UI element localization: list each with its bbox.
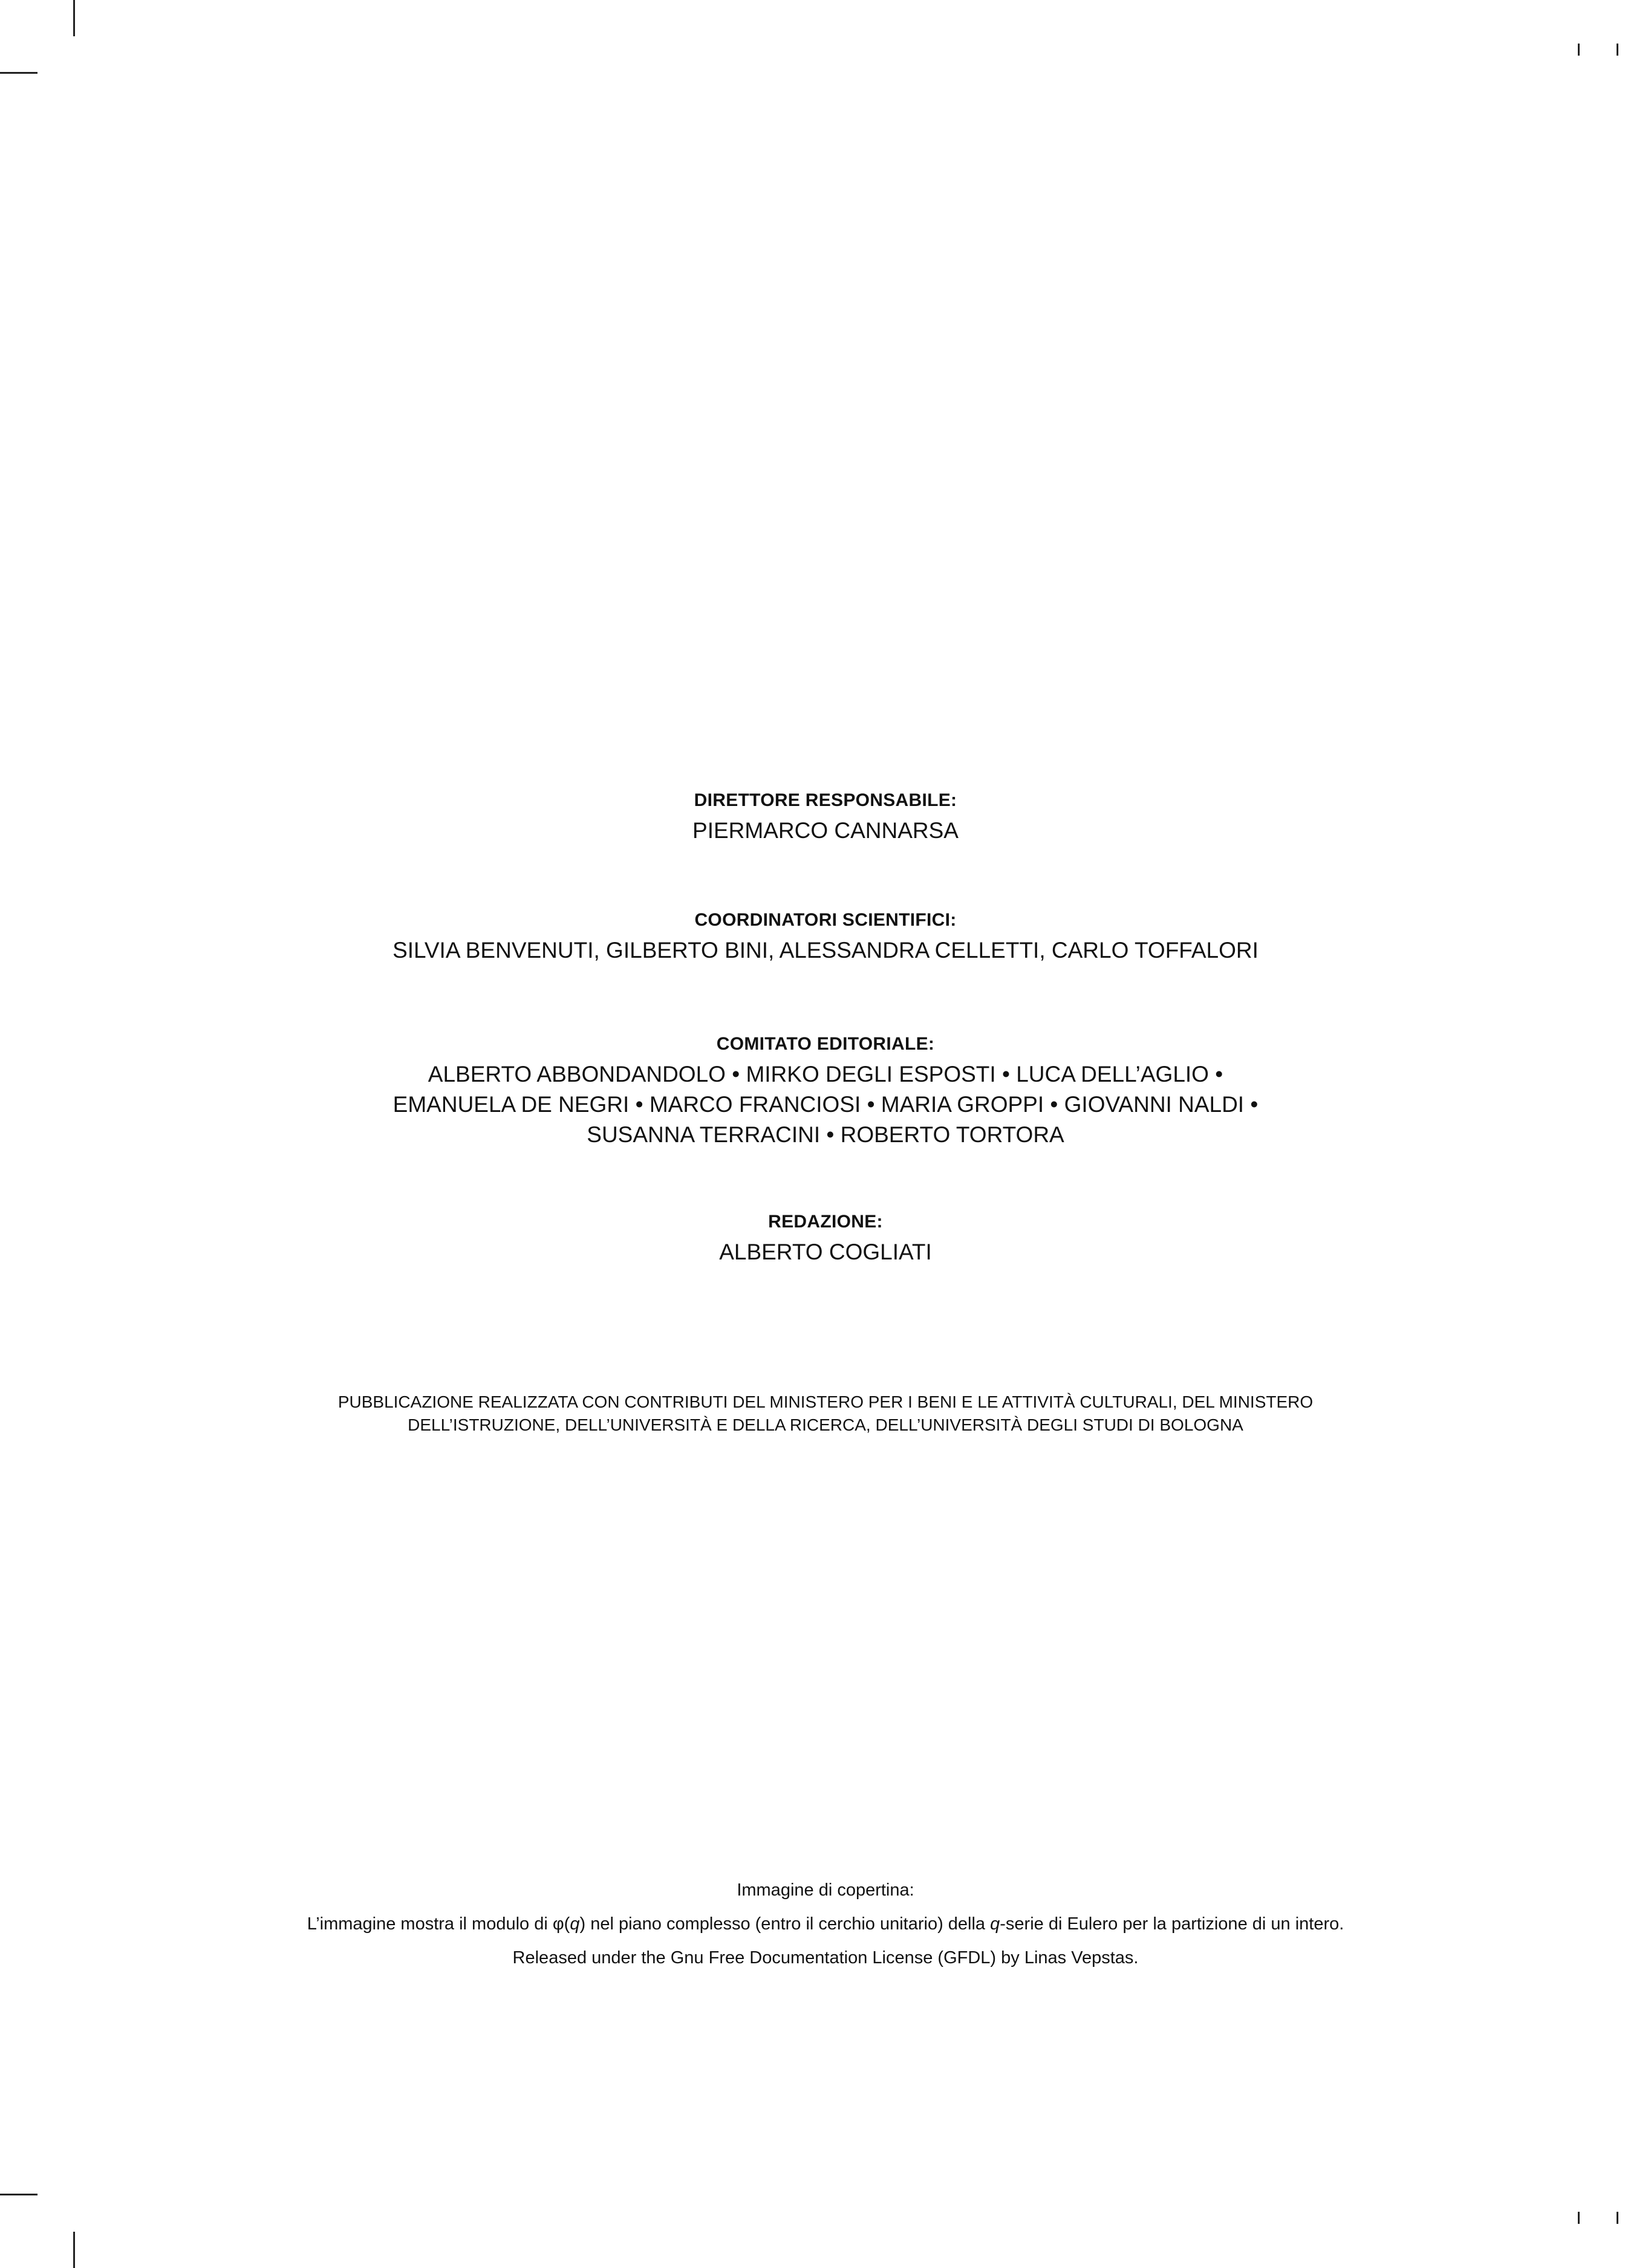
paren-close: ) xyxy=(579,1914,586,1934)
section-coordinatori xyxy=(0,908,1651,966)
section-heading: DIRETTORE RESPONSABILE: xyxy=(694,790,957,810)
q-variable: q xyxy=(990,1914,1000,1934)
cover-description-part3: -serie di Eulero per la partizione di un intero. xyxy=(1000,1914,1344,1934)
section-heading: REDAZIONE: xyxy=(768,1212,883,1232)
cover-description-part1: L’immagine mostra il modulo di xyxy=(307,1914,553,1934)
name-line: PIERMARCO CANNARSA xyxy=(692,818,959,843)
section-redazione xyxy=(0,1210,1651,1267)
cover-credits xyxy=(0,1873,1651,1975)
section-names xyxy=(0,935,1651,966)
section-names xyxy=(0,816,1651,846)
paren-open: ( xyxy=(564,1914,570,1934)
section-comitato xyxy=(0,1032,1651,1150)
cover-description xyxy=(0,1907,1651,1941)
section-heading: COMITATO EDITORIALE: xyxy=(716,1034,935,1054)
section-heading: COORDINATORI SCIENTIFICI: xyxy=(694,910,957,930)
name-line: ALBERTO ABBONDANDOLO • MIRKO DEGLI ESPOSTI • LUCA DELL’AGLIO • xyxy=(428,1062,1223,1087)
funding-line: DELL’ISTRUZIONE, DELL’UNIVERSITÀ E DELLA RICERCA, DELL’UNIVERSITÀ DEGLI STUDI DI BOLOGNA xyxy=(408,1415,1243,1434)
cover-label: Immagine di copertina: xyxy=(737,1880,914,1900)
phi-symbol: φ xyxy=(552,1914,564,1934)
cover-description-part2: nel piano complesso (entro il cerchio unitario) della xyxy=(585,1914,991,1934)
q-variable: q xyxy=(570,1914,580,1934)
name-line: EMANUELA DE NEGRI • MARCO FRANCIOSI • MARIA GROPPI • GIOVANNI NALDI • xyxy=(392,1092,1259,1117)
funding-line: PUBBLICAZIONE REALIZZATA CON CONTRIBUTI DEL MINISTERO PER I BENI E LE ATTIVITÀ CULTURALI, DEL MINISTERO xyxy=(337,1392,1314,1411)
section-direttore xyxy=(0,788,1651,846)
funding-note xyxy=(0,1391,1651,1437)
section-names xyxy=(0,1237,1651,1267)
name-line: SUSANNA TERRACINI • ROBERTO TORTORA xyxy=(587,1122,1064,1147)
section-names xyxy=(0,1059,1651,1150)
name-line: ALBERTO COGLIATI xyxy=(719,1240,932,1264)
cover-license: Released under the Gnu Free Documentation License (GFDL) by Linas Vepstas. xyxy=(512,1948,1139,1967)
name-line: SILVIA BENVENUTI, GILBERTO BINI, ALESSANDRA CELLETTI, CARLO TOFFALORI xyxy=(392,938,1259,963)
